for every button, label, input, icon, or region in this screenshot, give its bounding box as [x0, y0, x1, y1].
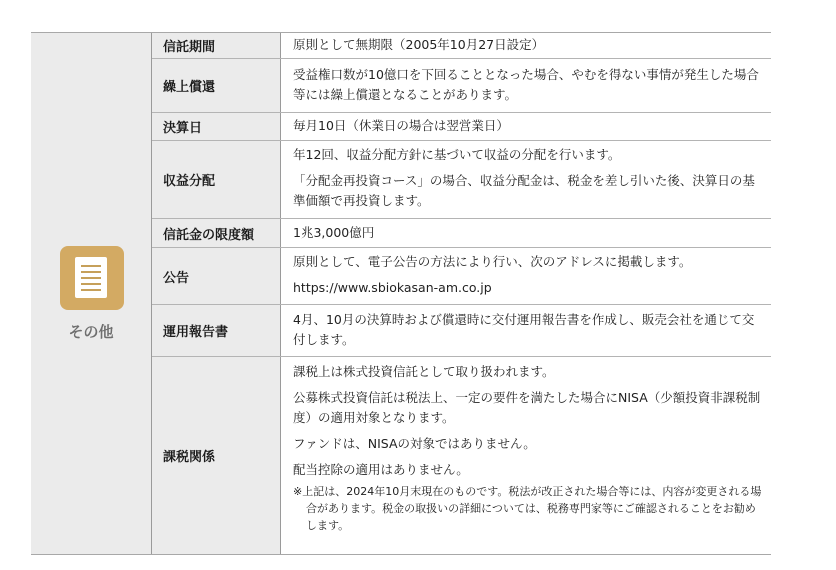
row-trust-period [152, 33, 771, 59]
row-label: 収益分配 [152, 141, 281, 218]
row-management-report [152, 305, 771, 357]
row-content: 年12回、収益分配方針に基づいて収益の分配を行います。 「分配金再投資コース」の場合、収益分配金は、税金を差し引いた後、決算日の基準価額で再投資します。 [293, 147, 755, 208]
category-cell [31, 33, 152, 554]
row-trust-limit [152, 219, 771, 248]
row-content: 原則として、電子公告の方法により行い、次のアドレスに掲載します。 https://www.sbiokasan-am.co.jp [282, 248, 771, 304]
row-public-notice [152, 248, 771, 305]
website-link[interactable]: https://www.sbiokasan-am.co.jp [293, 280, 492, 295]
row-label: 信託期間 [152, 33, 281, 58]
row-label: 課税関係 [152, 357, 281, 554]
row-label: 決算日 [152, 113, 281, 140]
row-label: 繰上償還 [152, 59, 281, 112]
row-label: 信託金の限度額 [152, 219, 281, 247]
row-content: 4月、10月の決算時および償還時に交付運用報告書を作成し、販売会社を通じて交付します。 [293, 312, 755, 347]
row-content: 1兆3,000億円 [293, 225, 375, 240]
document-icon [60, 246, 124, 310]
row-content: 原則として無期限（2005年10月27日設定） [293, 37, 545, 52]
row-taxation [152, 357, 771, 554]
tax-note: ※上記は、2024年10月末現在のものです。税法が改正された場合等には、内容が変更される場合があります。税金の取扱いの詳細については、税務専門家等にご確認されることをお勧めします。 [293, 485, 762, 532]
row-label: 公告 [152, 248, 281, 304]
row-content: 受益権口数が10億口を下回ることとなった場合、やむを得ない事情が発生した場合等には繰上償還となることがあります。 [293, 67, 759, 102]
row-content: 毎月10日（休業日の場合は翌営業日） [293, 118, 509, 133]
row-settlement-date [152, 113, 771, 141]
row-label: 運用報告書 [152, 305, 281, 356]
row-content: 課税上は株式投資信託として取り扱われます。 公募株式投資信託は税法上、一定の要件を満たした場合にNISA（少額投資非課税制度）の適用対象となります。 ファンドは、NISAの対象ではありません。 配当控除の適用はありません。 ※上記は、2024年10月末現在のものです。税法が改正された場合等には、内容が変更される場合があります。税金の取扱いの詳細については、税務専門家等にご確認されることをお勧めします。 [293, 364, 762, 532]
row-distribution [152, 141, 771, 219]
info-table [31, 32, 771, 555]
category-label: その他 [68, 323, 114, 341]
row-early-redemption [152, 59, 771, 113]
